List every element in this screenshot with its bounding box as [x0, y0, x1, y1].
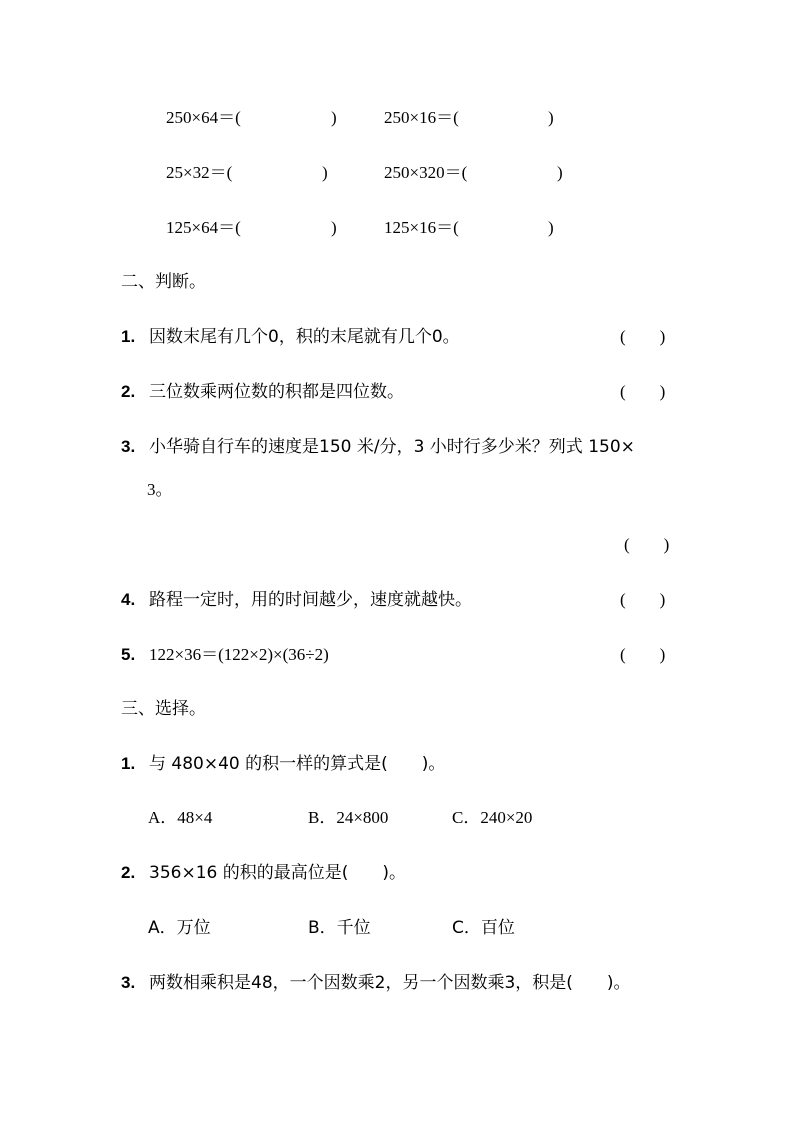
- judge-4-number: 4.: [121, 590, 136, 609]
- calc-3-left: 25×32＝(: [166, 163, 233, 182]
- calc-2-right: ): [548, 108, 554, 127]
- choice-2-number: 2.: [121, 863, 136, 882]
- judge-5-answer[interactable]: ( ): [620, 645, 666, 664]
- choice-2-text: 356×16 的积的最高位是( )。: [149, 863, 406, 883]
- judge-1-text: 因数末尾有几个0，积的末尾就有几个0。: [149, 327, 460, 347]
- judge-2-text: 三位数乘两位数的积都是四位数。: [149, 382, 404, 402]
- choice-1-text: 与 480×40 的积一样的算式是( )。: [149, 754, 446, 774]
- choice-1-number: 1.: [121, 754, 136, 773]
- calc-5-left: 125×64＝(: [166, 218, 241, 237]
- calc-1-left: 250×64＝(: [166, 108, 241, 127]
- judge-4-text: 路程一定时，用的时间越少，速度就越快。: [149, 590, 472, 610]
- calc-6-left: 125×16＝(: [384, 218, 459, 237]
- calc-3-right: ): [322, 163, 328, 182]
- judge-5-number: 5.: [121, 645, 136, 664]
- judge-3-answer[interactable]: ( ): [624, 535, 670, 554]
- choice-3-text: 两数相乘积是48，一个因数乘2，另一个因数乘3，积是( )。: [149, 973, 631, 993]
- calc-2-left: 250×16＝(: [384, 108, 459, 127]
- choice-2-option-a[interactable]: A．万位: [148, 918, 211, 938]
- judge-1-answer[interactable]: ( ): [620, 327, 666, 346]
- calc-4-right: ): [557, 163, 563, 182]
- judge-3-continuation: 3。: [147, 480, 173, 499]
- judge-2-answer[interactable]: ( ): [620, 382, 666, 401]
- choice-1-option-b[interactable]: B．24×800: [308, 808, 389, 827]
- calc-1-right: ): [331, 108, 337, 127]
- judge-4-answer[interactable]: ( ): [620, 590, 666, 609]
- judge-1-number: 1.: [121, 327, 136, 346]
- calc-5-right: ): [331, 218, 337, 237]
- judge-3-number: 3.: [121, 437, 136, 456]
- calc-4-left: 250×320＝(: [384, 163, 468, 182]
- choice-2-option-b[interactable]: B．千位: [308, 918, 371, 938]
- choice-2-option-c[interactable]: C．百位: [452, 918, 515, 938]
- section-3-title: 三、选择。: [121, 699, 206, 719]
- choice-1-option-c[interactable]: C．240×20: [452, 808, 533, 827]
- judge-3-text: 小华骑自行车的速度是150 米/分，3 小时行多少米？列式 150×: [149, 437, 635, 457]
- judge-5-text: 122×36＝(122×2)×(36÷2): [149, 645, 329, 664]
- calc-6-right: ): [548, 218, 554, 237]
- choice-3-number: 3.: [121, 973, 136, 992]
- judge-2-number: 2.: [121, 382, 136, 401]
- choice-1-option-a[interactable]: A．48×4: [148, 808, 213, 827]
- section-2-title: 二、判断。: [121, 272, 206, 292]
